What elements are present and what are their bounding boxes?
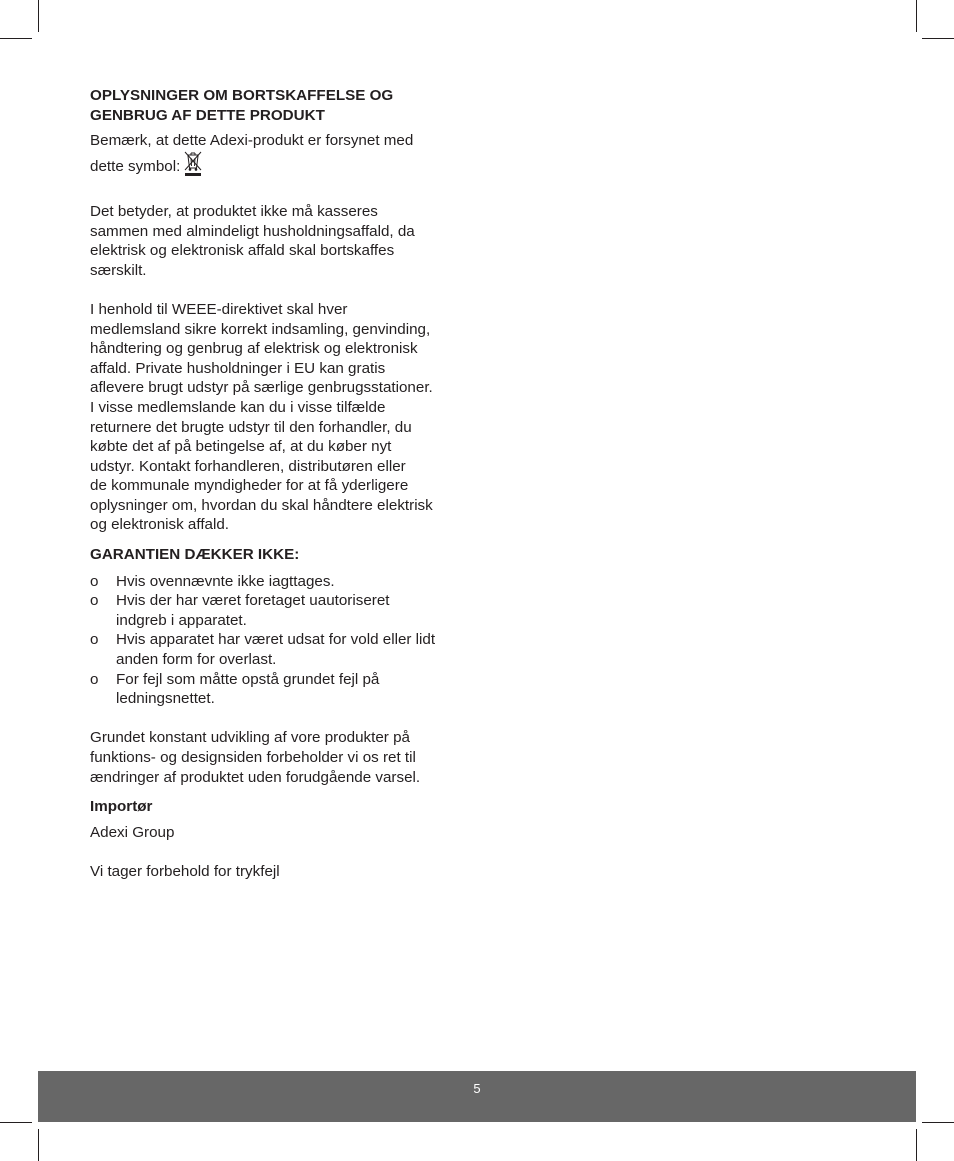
importer-heading: Importør (90, 798, 153, 816)
disposal-paragraph-2: I henhold til WEEE-direktivet skal hver medlemsland sikre korrekt indsamling, genvinding, håndtering og genbrug af elektrisk og elektronisk affald. Private husholdninger i EU kan gratis aflevere brugt udstyr på særlige genbrugsstationer. I visse medlemslande kan du i visse tilfælde returnere det brugte udstyr til den forhandler, du købte det af på betingelse af, at du køber nyt udstyr. Kontakt forhandleren, distributøren eller de kommunale myndigheder for at få yderligere oplysninger om, hvordan du skal håndtere elektrisk og elektronisk affald. (90, 300, 433, 534)
disposal-heading: OPLYSNINGER OM BORTSKAFFELSE OG GENBRUG AF DETTE PRODUKT (90, 87, 394, 124)
list-item: o Hvis apparatet har været udsat for vold eller lidt anden form for overlast. (90, 631, 436, 669)
crop-mark-bottom-right-horizontal (922, 1122, 954, 1123)
crop-mark-bottom-right-vertical (916, 1129, 917, 1161)
crop-mark-bottom-left-horizontal (0, 1122, 32, 1123)
warranty-heading: GARANTIEN DÆKKER IKKE: (90, 546, 300, 564)
disposal-intro: Bemærk, at dette Adexi-produkt er forsynet med dette symbol: (90, 131, 468, 182)
bullet-marker: o (90, 592, 99, 610)
product-change-note: Grundet konstant udvikling af vore produkter på funktions- og designsiden forbeholder vi os ret til ændringer af produktet uden forudgående varsel. (90, 729, 421, 786)
print-error-disclaimer: Vi tager forbehold for trykfejl (90, 862, 280, 880)
crossed-out-wheelie-bin-icon (184, 151, 202, 183)
crop-mark-top-right-vertical (916, 0, 917, 32)
importer-name: Adexi Group (90, 823, 175, 841)
page-content (90, 86, 468, 882)
bullet-marker: o (90, 572, 99, 590)
bullet-marker: o (90, 631, 99, 649)
crop-mark-top-left-horizontal (0, 38, 32, 39)
list-item: o Hvis ovennævnte ikke iagttages. (90, 572, 335, 590)
crop-mark-top-left-vertical (38, 0, 39, 32)
disposal-paragraph-1: Det betyder, at produktet ikke må kasseres sammen med almindeligt husholdningsaffald, da elektrisk og elektronisk affald skal bortskaffes særskilt. (90, 202, 415, 279)
crop-mark-top-right-horizontal (922, 38, 954, 39)
footer-bar (38, 1071, 916, 1122)
list-item: o Hvis der har været foretaget uautoriseret indgreb i apparatet. (90, 592, 390, 629)
page-number: 5 (473, 1081, 481, 1096)
bullet-marker: o (90, 670, 99, 688)
crop-mark-bottom-left-vertical (38, 1129, 39, 1161)
warranty-exclusions-list (90, 572, 468, 709)
list-item: o For fejl som måtte opstå grundet fejl på ledningsnettet. (90, 670, 380, 708)
